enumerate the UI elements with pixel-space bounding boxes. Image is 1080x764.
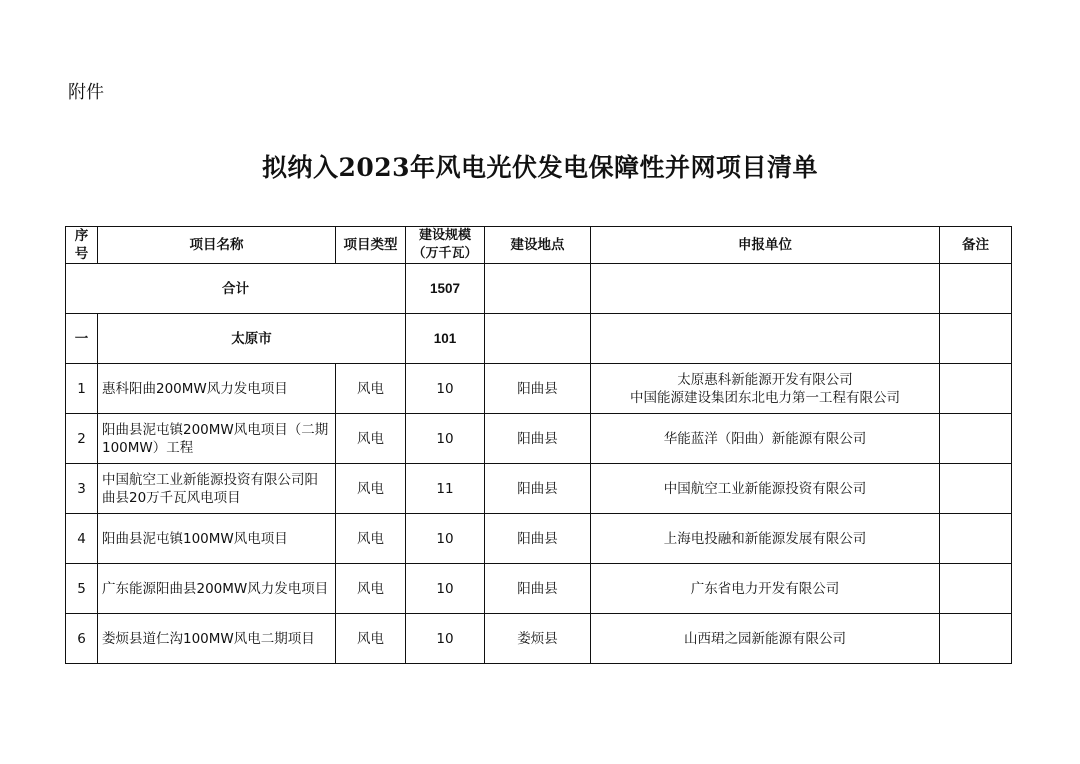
row-seq: 4 xyxy=(66,514,98,564)
row-remark xyxy=(940,514,1012,564)
header-unit: 申报单位 xyxy=(591,227,940,264)
document-title: 拟纳入2023年风电光伏发电保障性并网项目清单 xyxy=(261,153,819,182)
row-name: 广东能源阳曲县200MW风力发电项目 xyxy=(98,564,336,614)
row-type: 风电 xyxy=(336,414,406,464)
row-location: 阳曲县 xyxy=(485,564,591,614)
section-remark xyxy=(940,314,1012,364)
row-unit-line: 中国能源建设集团东北电力第一工程有限公司 xyxy=(630,389,900,406)
row-seq: 1 xyxy=(66,364,98,414)
attachment-label: 附件 xyxy=(68,82,104,103)
row-unit xyxy=(591,364,940,414)
row-remark xyxy=(940,414,1012,464)
section-row xyxy=(66,314,1012,364)
row-unit xyxy=(591,464,940,514)
row-unit-line: 华能蓝洋（阳曲）新能源有限公司 xyxy=(663,430,867,447)
row-unit xyxy=(591,614,940,664)
header-seq: 序号 xyxy=(66,227,98,264)
row-location: 娄烦县 xyxy=(485,614,591,664)
total-location xyxy=(485,264,591,314)
row-type: 风电 xyxy=(336,464,406,514)
row-unit xyxy=(591,564,940,614)
section-location xyxy=(485,314,591,364)
row-remark xyxy=(940,564,1012,614)
row-location: 阳曲县 xyxy=(485,414,591,464)
row-type: 风电 xyxy=(336,614,406,664)
row-type: 风电 xyxy=(336,364,406,414)
section-scale: 101 xyxy=(406,314,485,364)
row-location: 阳曲县 xyxy=(485,514,591,564)
row-seq: 2 xyxy=(66,414,98,464)
row-scale: 10 xyxy=(406,564,485,614)
header-type: 项目类型 xyxy=(336,227,406,264)
row-remark xyxy=(940,364,1012,414)
row-unit-line: 山西珺之园新能源有限公司 xyxy=(684,630,846,647)
row-unit xyxy=(591,414,940,464)
row-unit-line: 太原惠科新能源开发有限公司 xyxy=(677,371,853,388)
section-unit xyxy=(591,314,940,364)
row-remark xyxy=(940,464,1012,514)
header-scale: 建设规模（万千瓦） xyxy=(406,227,485,264)
total-remark xyxy=(940,264,1012,314)
total-row xyxy=(66,264,1012,314)
table-header-row xyxy=(66,227,1012,264)
row-name: 阳曲县泥屯镇100MW风电项目 xyxy=(98,514,336,564)
row-type: 风电 xyxy=(336,564,406,614)
row-unit-line: 广东省电力开发有限公司 xyxy=(690,580,840,597)
table-row xyxy=(66,414,1012,464)
row-unit-line: 中国航空工业新能源投资有限公司 xyxy=(663,480,867,497)
total-label: 合计 xyxy=(66,264,406,314)
row-unit xyxy=(591,514,940,564)
row-unit-line: 上海电投融和新能源发展有限公司 xyxy=(663,530,867,547)
row-name: 中国航空工业新能源投资有限公司阳曲县20万千瓦风电项目 xyxy=(98,464,336,514)
row-scale: 10 xyxy=(406,514,485,564)
header-remark: 备注 xyxy=(940,227,1012,264)
row-type: 风电 xyxy=(336,514,406,564)
total-unit xyxy=(591,264,940,314)
header-name: 项目名称 xyxy=(98,227,336,264)
row-name: 惠科阳曲200MW风力发电项目 xyxy=(98,364,336,414)
row-name: 阳曲县泥屯镇200MW风电项目（二期100MW）工程 xyxy=(98,414,336,464)
row-scale: 10 xyxy=(406,364,485,414)
row-seq: 3 xyxy=(66,464,98,514)
row-name: 娄烦县道仁沟100MW风电二期项目 xyxy=(98,614,336,664)
row-seq: 5 xyxy=(66,564,98,614)
row-seq: 6 xyxy=(66,614,98,664)
row-scale: 10 xyxy=(406,614,485,664)
total-scale: 1507 xyxy=(406,264,485,314)
row-remark xyxy=(940,614,1012,664)
row-scale: 10 xyxy=(406,414,485,464)
table-row xyxy=(66,564,1012,614)
section-label: 太原市 xyxy=(98,314,406,364)
table-row xyxy=(66,514,1012,564)
table-row xyxy=(66,464,1012,514)
header-location: 建设地点 xyxy=(485,227,591,264)
project-table xyxy=(65,226,1012,664)
table-row xyxy=(66,614,1012,664)
table-row xyxy=(66,364,1012,414)
section-seq: 一 xyxy=(66,314,98,364)
row-location: 阳曲县 xyxy=(485,464,591,514)
row-scale: 11 xyxy=(406,464,485,514)
row-location: 阳曲县 xyxy=(485,364,591,414)
